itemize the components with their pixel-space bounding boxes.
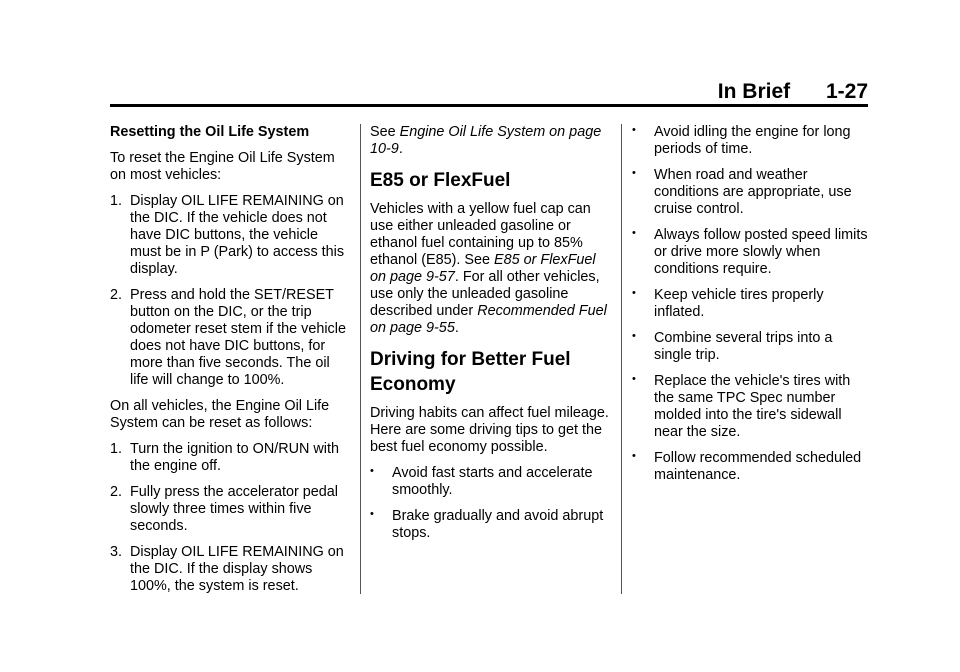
bullet-text: Brake gradually and avoid abrupt stops. (392, 508, 604, 541)
bullet-text: When road and weather conditions are appropriate, use cruise control. (654, 167, 852, 217)
bullet-list (370, 465, 610, 542)
paragraph: To reset the Engine Oil Life System on most vehicles: (110, 150, 335, 183)
step-text: Fully press the accelerator pedal slowly three times within five seconds. (130, 484, 338, 534)
section-title: In Brief (717, 80, 791, 103)
bullet-icon: • (632, 167, 636, 179)
paragraph: On all vehicles, the Engine Oil Life System can be reset as follows: (110, 398, 330, 431)
step-text: Display OIL LIFE REMAINING on the DIC. If the display shows 100%, the system is reset. (130, 544, 344, 594)
text: . (454, 320, 459, 336)
column-1 (110, 124, 350, 604)
step-list (110, 441, 350, 595)
bullet-icon: • (632, 227, 636, 239)
bullet-text: Follow recommended scheduled maintenance. (654, 450, 862, 483)
step-text: Display OIL LIFE REMAINING on the DIC. If the vehicle does not have DIC buttons, the vehicle must be in P (Park) to access this display. (130, 193, 345, 277)
column-3 (632, 124, 872, 493)
page-reference: E85 or FlexFuel on page 9-57 (370, 252, 596, 285)
step-number: 2. (110, 287, 123, 303)
section-heading: Driving for Better Fuel Economy (370, 349, 571, 395)
bullet-item (632, 450, 872, 484)
column-2 (370, 124, 610, 551)
subheading: Resetting the Oil Life System (110, 124, 310, 140)
step-number: 3. (110, 544, 123, 560)
section-heading: E85 or FlexFuel (370, 170, 511, 191)
bullet-icon: • (370, 465, 374, 477)
step-number: 2. (110, 484, 123, 500)
page-reference: Recommended Fuel on page 9-55 (370, 303, 607, 336)
step-number: 1. (110, 441, 123, 457)
column-divider (621, 124, 622, 594)
step-item (110, 287, 350, 389)
step-number: 1. (110, 193, 123, 209)
bullet-icon: • (632, 373, 636, 385)
step-item (110, 484, 350, 535)
bullet-item (632, 373, 872, 441)
bullet-text: Combine several trips into a single trip. (654, 330, 833, 363)
step-item (110, 544, 350, 595)
bullet-icon: • (632, 124, 636, 136)
bullet-item (632, 167, 872, 218)
bullet-item (632, 124, 872, 158)
bullet-text: Avoid idling the engine for long periods of time. (654, 124, 851, 157)
bullet-item (632, 287, 872, 321)
cross-reference (370, 124, 610, 158)
page-header (718, 80, 868, 104)
bullet-text: Avoid fast starts and accelerate smoothly. (392, 465, 593, 498)
bullet-icon: • (632, 287, 636, 299)
bullet-text: Keep vehicle tires properly inflated. (654, 287, 824, 320)
bullet-list (632, 124, 872, 484)
page-reference: Engine Oil Life System on page 10-9 (370, 124, 602, 157)
bullet-icon: • (370, 508, 374, 520)
bullet-item (632, 227, 872, 278)
page-number: 1-27 (825, 80, 868, 103)
step-item (110, 193, 350, 278)
paragraph (370, 201, 610, 337)
bullet-item (370, 465, 610, 499)
text: . For all other vehicles, use only the unleaded gasoline described under (370, 269, 600, 319)
bullet-item (632, 330, 872, 364)
bullet-icon: • (632, 330, 636, 342)
step-text: Press and hold the SET/RESET button on the DIC, or the trip odometer reset stem if the vehicle does not have DIC buttons, for more than five seconds. The oil life will change to 100%. (130, 287, 346, 388)
step-item (110, 441, 350, 475)
text: See (370, 124, 400, 140)
step-list (110, 193, 350, 389)
bullet-icon: • (632, 450, 636, 462)
header-rule (110, 104, 868, 107)
bullet-text: Always follow posted speed limits or drive more slowly when conditions require. (654, 227, 868, 277)
bullet-text: Replace the vehicle's tires with the same TPC Spec number molded into the tire's sidewall near the size. (654, 373, 851, 440)
bullet-item (370, 508, 610, 542)
column-divider (360, 124, 361, 594)
text: Vehicles with a yellow fuel cap can use either unleaded gasoline or ethanol fuel containing up to 85% ethanol (E85). See (370, 201, 591, 268)
step-text: Turn the ignition to ON/RUN with the engine off. (130, 441, 340, 474)
paragraph: Driving habits can affect fuel mileage. Here are some driving tips to get the best fuel economy possible. (370, 405, 609, 455)
text: . (398, 141, 403, 157)
